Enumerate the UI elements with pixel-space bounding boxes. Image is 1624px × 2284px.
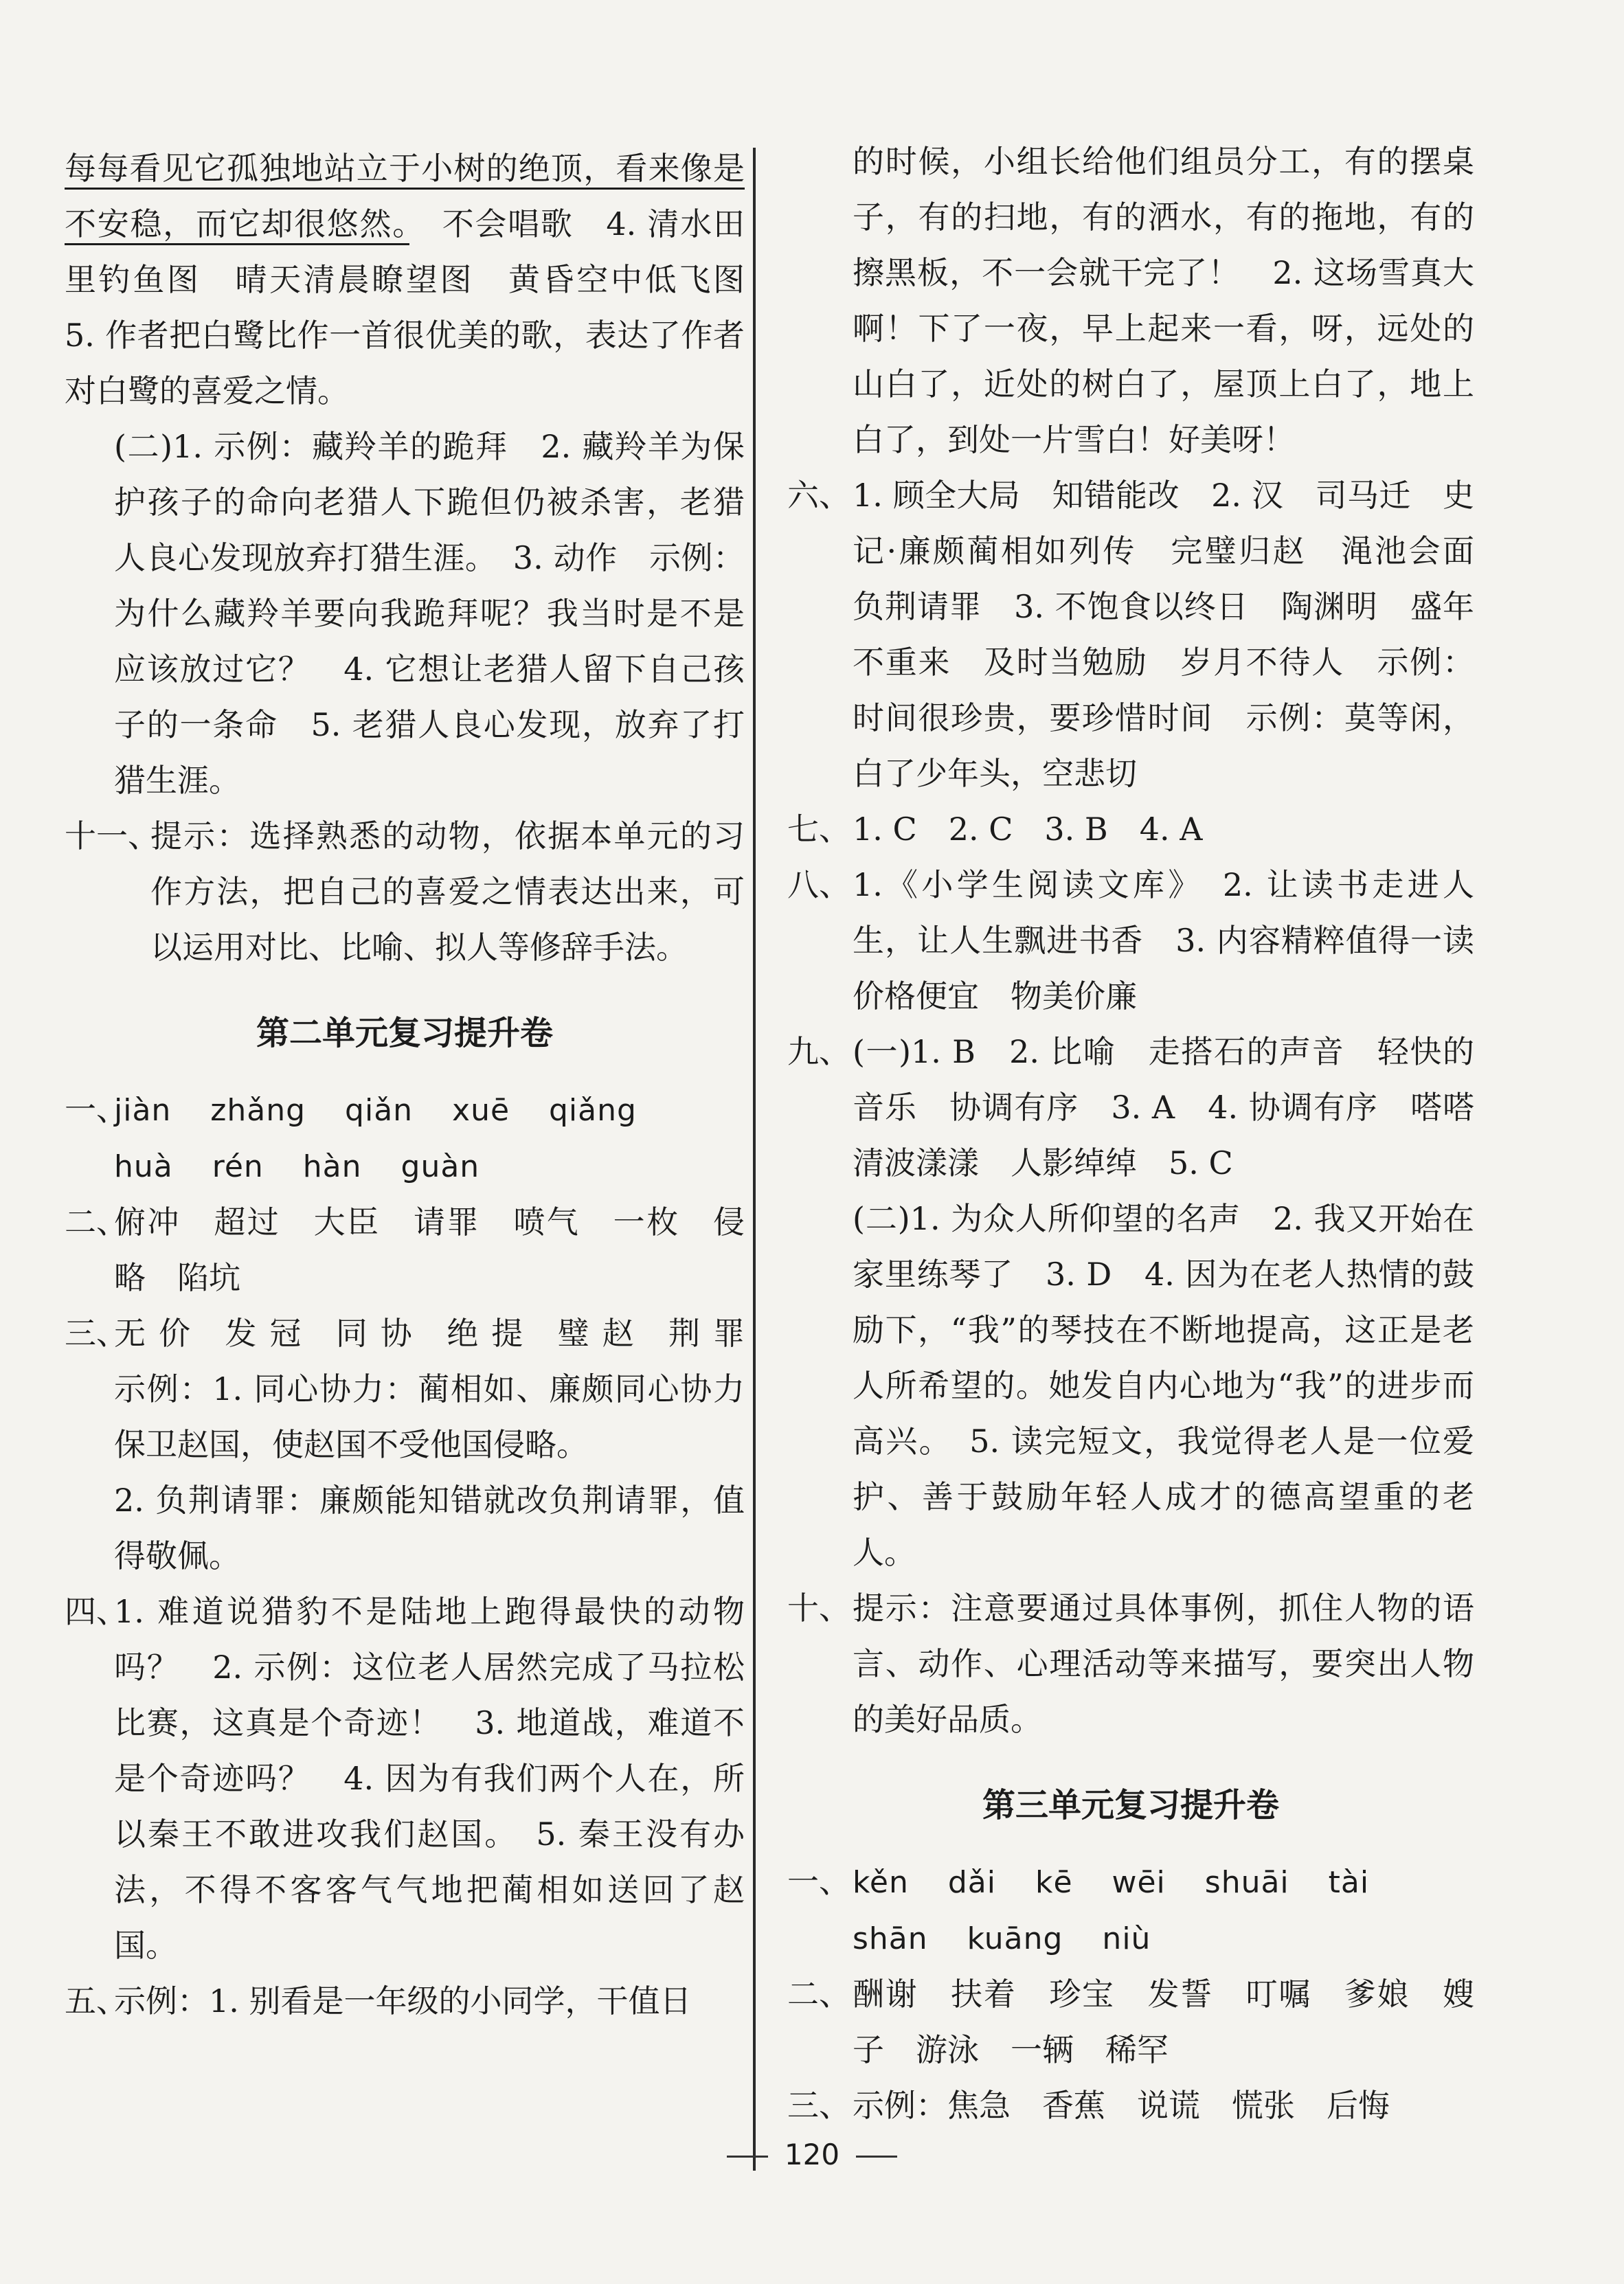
unit3-question-1 xyxy=(787,1854,1474,1967)
question-text: 1. 顾全大局 知错能改 2. 汉 司马迁 史记·廉颇蔺相如列传 完璧归赵 渑池会面 负荆请罪 3. 不饱食以终日 陶渊明 盛年不重来 及时当勉励 岁月不待人 示例：时间很珍贵，要珍惜时间 示例：莫等闲，白了少年头，空悲切 xyxy=(853,477,1506,792)
pinyin-line: shān kuāng niù xyxy=(853,1921,1151,1956)
question-number: 三、 xyxy=(65,1315,128,1352)
unit2-question-5 xyxy=(65,1974,745,2029)
unit3-question-2 xyxy=(787,1967,1474,2078)
question-number: 一、 xyxy=(65,1091,128,1128)
unit2-question-10 xyxy=(787,1581,1474,1748)
page-number-text: 120 xyxy=(784,2138,840,2171)
unit2-question-1 xyxy=(65,1082,745,1195)
answer-text: 不会唱歌 4. 清水田里钓鱼图 晴天清晨瞭望图 黄昏空中低飞图 5. 作者把白鹭比作一首很优美的歌，表达了作者对白鹭的喜爱之情。 xyxy=(65,205,776,409)
right-column xyxy=(787,134,1506,2134)
question-11 xyxy=(65,809,745,975)
question-number: 二、 xyxy=(787,1976,850,2013)
pinyin-line: jiàn zhǎng qiǎn xuē qiǎng xyxy=(114,1093,637,1128)
unit2-title: 第二单元复习提升卷 xyxy=(256,1014,553,1052)
question-text: 无 价 发 冠 同 协 绝 提 璧 赵 荆 罪 示例：1. 同心协力：蔺相如、廉颇同心协力保卫赵国，使赵国不受他国侵略。 xyxy=(114,1315,776,1463)
pinyin-line: kěn dǎi kē wēi shuāi tài xyxy=(853,1865,1370,1900)
question-text: 示例：焦急 香蕉 说谎 慌张 后悔 xyxy=(853,2087,1390,2124)
question-text: 提示：注意要通过具体事例，抓住人物的语言、动作、心理活动等来描写，要突出人物的美好品质。 xyxy=(853,1590,1474,1738)
question-text: 提示：选择熟悉的动物，依据本单元的习作方法，把自己的喜爱之情表达出来，可以运用对比、比喻、拟人等修辞手法。 xyxy=(150,817,745,966)
unit2-question-5-cont: 的时候，小组长给他们组员分工，有的摆桌子，有的扫地，有的洒水，有的拖地，有的擦黑板，不一会就干完了！ 2. 这场雪真大啊！下了一夜，早上起来一看，呀，远处的山白了，近处的树白了，屋顶上白了，地上白了，到处一片雪白！好美呀！ xyxy=(853,143,1474,458)
unit2-question-6 xyxy=(787,468,1506,802)
unit3-title: 第三单元复习提升卷 xyxy=(982,1786,1279,1824)
question-text: 酬谢 扶着 珍宝 发誓 叮嘱 爹娘 嫂子 游泳 一辆 稀罕 xyxy=(853,1976,1474,2068)
question-text: 俯冲 超过 大臣 请罪 喷气 一枚 侵略 陷坑 xyxy=(114,1203,745,1296)
question-number: 十一、 xyxy=(65,817,159,855)
page-number xyxy=(0,2138,1624,2171)
question-number: 二、 xyxy=(65,1203,128,1241)
unit3-question-3 xyxy=(787,2078,1474,2134)
dash-left xyxy=(727,2156,768,2158)
unit2-question-2 xyxy=(65,1195,745,1306)
dash-right xyxy=(856,2156,897,2158)
question-text: 1.《小学生阅读文库》 2. 让读书走进人生，让人生飘进书香 3. 内容精粹值得一读 价格便宜 物美价廉 xyxy=(853,866,1506,1015)
question-number: 七、 xyxy=(787,811,850,848)
unit2-question-7 xyxy=(787,802,1474,857)
question-text: (一)1. B 2. 比喻 走搭石的声音 轻快的音乐 协调有序 3. A 4. 协调有序 嗒嗒 清波漾漾 人影绰绰 5. C xyxy=(853,1033,1506,1181)
question-number: 四、 xyxy=(65,1593,128,1630)
unit2-question-4 xyxy=(65,1584,745,1974)
column-divider xyxy=(753,148,756,2171)
question-number: 六、 xyxy=(787,477,850,514)
reading-part-two: (二)1. 示例：藏羚羊的跪拜 2. 藏羚羊为保护孩子的命向老猎人下跪但仍被杀害，老猎人良心发现放弃打猎生涯。 3. 动作 示例：为什么藏羚羊要向我跪拜呢？我当时是不是应该放过它？ 4. 它想让老猎人留下自己孩子的一条命 5. 老猎人良心发现，放弃了打猎生涯。 xyxy=(114,428,745,799)
question-number: 五、 xyxy=(65,1982,128,2020)
underlined-answer: 每每看见它孤独地站立于小树的绝顶，看来像是不安稳，而它却很悠然。 xyxy=(65,150,745,242)
unit2-question-3-sub: 2. 负荆请罪：廉颇能知错就改负荆请罪，值得敬佩。 xyxy=(114,1482,745,1574)
question-number: 十、 xyxy=(787,1590,850,1627)
answer-continuation xyxy=(65,141,776,419)
question-number: 一、 xyxy=(787,1863,850,1900)
question-text: 1. 难道说猎豹不是陆地上跑得最快的动物吗？ 2. 示例：这位老人居然完成了马拉松比赛，这真是个奇迹！ 3. 地道战，难道不是个奇迹吗？ 4. 因为有我们两个人在，所以秦王不敢进攻我们赵国。 5. 秦王没有办法，不得不客客气气地把蔺相如送回了赵国。 xyxy=(114,1593,745,1964)
question-number: 三、 xyxy=(787,2087,850,2124)
pinyin-line: huà rén hàn guàn xyxy=(114,1149,480,1184)
unit2-question-9-sub: (二)1. 为众人所仰望的名声 2. 我又开始在家里练琴了 3. D 4. 因为在老人热情的鼓励下，“我”的琴技在不断地提高，这正是老人所希望的。她发自内心地为“我”的进步而高兴。 5. 读完短文，我觉得老人是一位爱护、善于鼓励年轻人成才的德高望重的老人。 xyxy=(853,1200,1474,1571)
question-number: 八、 xyxy=(787,866,850,903)
question-text: 示例：1. 别看是一年级的小同学，干值日 xyxy=(114,1982,692,2020)
question-text: 1. C 2. C 3. B 4. A xyxy=(853,811,1203,848)
unit2-question-8 xyxy=(787,857,1506,1024)
question-number: 九、 xyxy=(787,1033,850,1070)
unit2-question-3 xyxy=(65,1306,776,1473)
unit2-question-9 xyxy=(787,1024,1506,1191)
left-column xyxy=(65,141,776,2029)
